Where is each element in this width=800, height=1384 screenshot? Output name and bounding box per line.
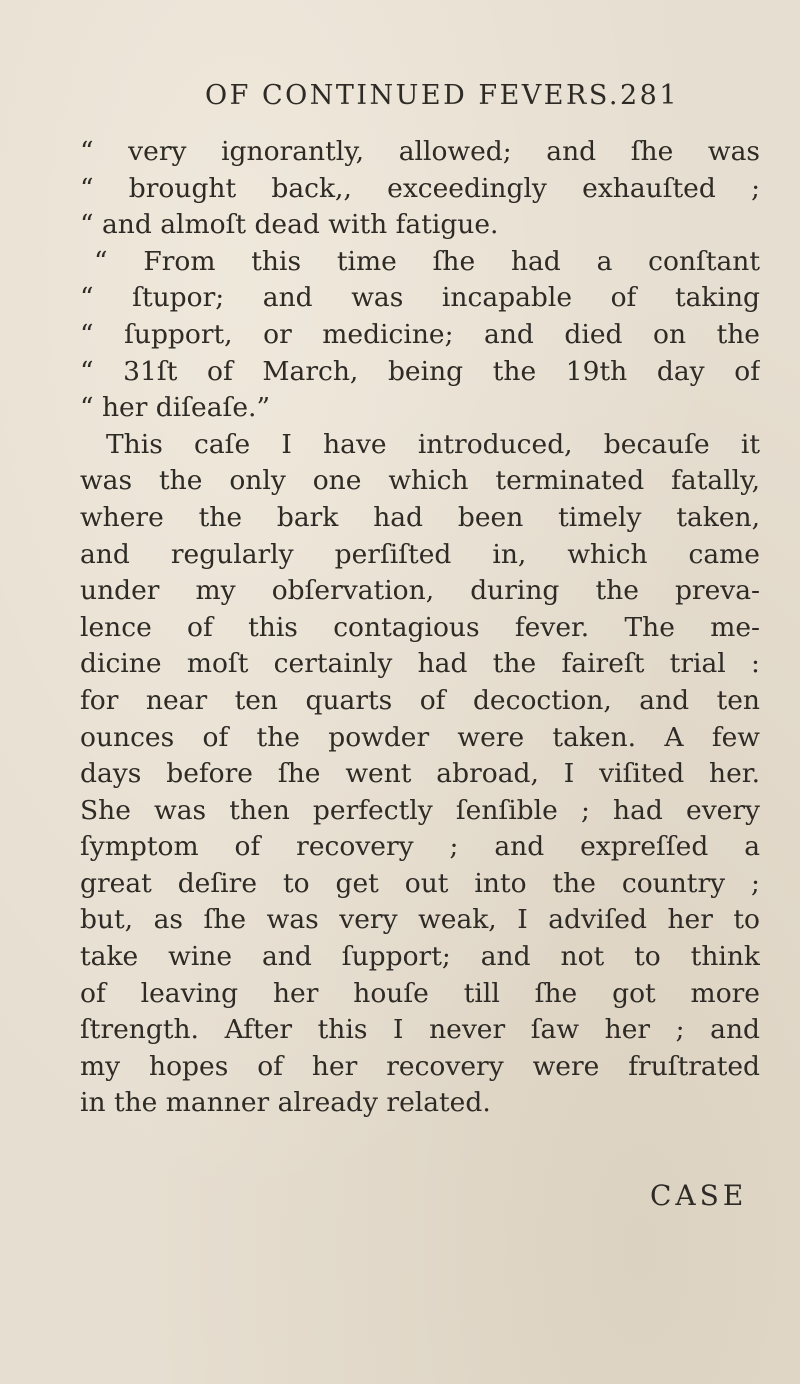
text-line: “ brought back,, exceedingly exhauſted ; [80,172,760,204]
text-line: where the bark had been timely taken, [80,501,760,533]
text-line: for near ten quarts of decoction, and ten [80,684,760,716]
text-line: “ From this time ſhe had a conſtant [94,245,760,277]
text-line: “ 31ſt of March, being the 19th day of [80,355,760,387]
text-line: dicine moſt certainly had the faireſt trial : [80,648,760,680]
text-line: This caſe I have introduced, becauſe it [106,428,760,460]
text-line: ſymptom of recovery ; and expreſſed a [80,831,760,863]
text-line: “ her diſeaſe.” [80,392,271,424]
text-line: in the manner already related. [80,1087,491,1119]
text-line: lence of this contagious fever. The me- [80,611,760,643]
page-header [205,80,795,126]
text-line: and regularly perſiſted in, which came [80,538,760,570]
text-line: was the only one which terminated fatally, [80,465,760,497]
text-line: “ ſtupor; and was incapable of taking [80,282,760,314]
running-title: OF CONTINUED FEVERS. [205,80,620,111]
page-number: 281 [620,80,680,111]
body-text [80,134,760,1122]
text-line: days before ſhe went abroad, I viſited her. [80,758,760,790]
text-line: “ ſupport, or medicine; and died on the [80,318,760,350]
text-line: ounces of the powder were taken. A few [80,721,760,753]
text-line: ſtrength. After this I never ſaw her ; and [80,1014,760,1046]
text-line: but, as ſhe was very weak, I adviſed her to [80,904,760,936]
text-line: “ very ignorantly, allowed; and ſhe was [80,136,760,167]
text-line: of leaving her houſe till ſhe got more [80,977,760,1009]
text-line: She was then perfectly ſenſible ; had every [80,794,760,826]
text-line: “ and almoſt dead with fatigue. [80,209,499,241]
catchword: CASE [650,1179,748,1212]
text-line: under my obſervation, during the preva- [80,575,760,607]
text-line: my hopes of her recovery were fruſtrated [80,1050,760,1082]
text-line: great deſire to get out into the country ; [80,867,760,899]
text-line: take wine and ſupport; and not to think [80,941,760,973]
